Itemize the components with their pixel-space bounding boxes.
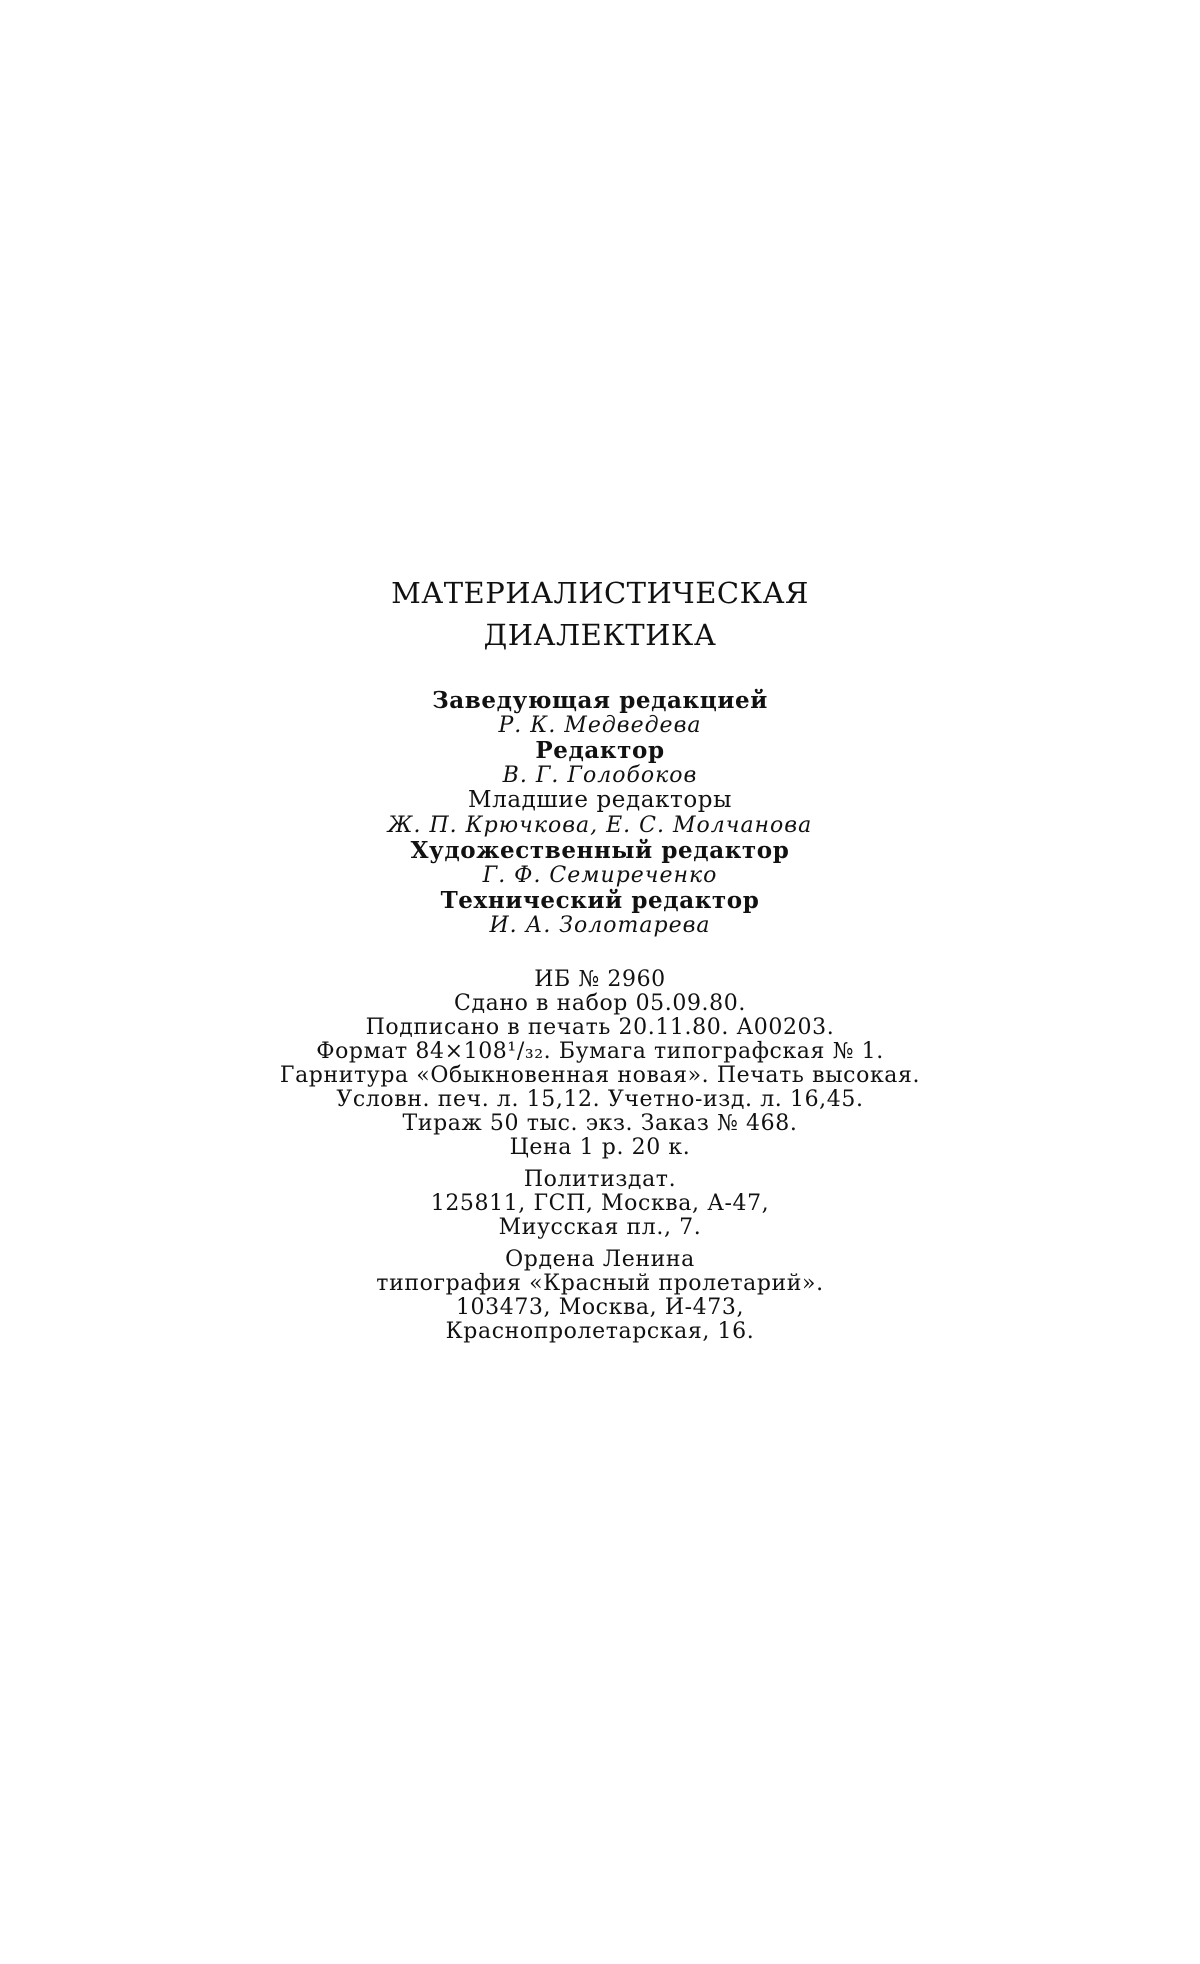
book-title — [0, 572, 1200, 656]
print-run-line: Тираж 50 тыс. экз. Заказ № 468. — [402, 1111, 798, 1136]
staff-art-editor — [0, 838, 1200, 888]
printer-name-1: Ордена Ленина — [505, 1247, 695, 1272]
staff-name: И. А. Золотарева — [489, 913, 711, 938]
sheets-line: Условн. печ. л. 15,12. Учетно-изд. л. 16,45. — [336, 1087, 864, 1112]
publisher-address-2: Миусская пл., 7. — [498, 1215, 702, 1240]
publication-details — [0, 968, 1200, 1344]
ib-number: ИБ № 2960 — [534, 967, 666, 992]
staff-role: Редактор — [535, 737, 665, 764]
staff-editor — [0, 738, 1200, 788]
staff-role: Технический редактор — [440, 887, 760, 914]
staff-technical-editor — [0, 888, 1200, 938]
staff-role: Младшие редакторы — [467, 787, 733, 813]
format-line: Формат 84×108¹/₃₂. Бумага типографская № 1. — [316, 1039, 884, 1064]
signed-date: Подписано в печать 20.11.80. А00203. — [365, 1015, 835, 1040]
staff-name: Ж. П. Крючкова, Е. С. Молчанова — [387, 813, 813, 838]
staff-role: Художественный редактор — [410, 837, 790, 864]
book-title-line-1: МАТЕРИАЛИСТИЧЕСКАЯ — [391, 576, 809, 610]
staff-managing-editor — [0, 688, 1200, 738]
book-title-line-2: ДИАЛЕКТИКА — [483, 618, 717, 652]
printer-address-2: Краснопролетарская, 16. — [445, 1319, 755, 1344]
staff-name: Р. К. Медведева — [498, 713, 702, 738]
staff-name: В. Г. Голобоков — [502, 763, 698, 788]
publisher-address-1: 125811, ГСП, Москва, А-47, — [430, 1191, 770, 1216]
staff-name: Г. Ф. Семиреченко — [482, 863, 718, 888]
typeface-line: Гарнитура «Обыкновенная новая». Печать высокая. — [279, 1063, 921, 1088]
publisher-name: Политиздат. — [523, 1167, 677, 1192]
editorial-staff — [0, 688, 1200, 938]
submitted-date: Сдано в набор 05.09.80. — [454, 991, 746, 1016]
printer-name-2: типография «Красный пролетарий». — [376, 1271, 824, 1296]
staff-role: Заведующая редакцией — [432, 687, 768, 714]
staff-junior-editors — [0, 788, 1200, 838]
price-line: Цена 1 р. 20 к. — [509, 1135, 691, 1160]
printer-address-1: 103473, Москва, И-473, — [455, 1295, 745, 1320]
